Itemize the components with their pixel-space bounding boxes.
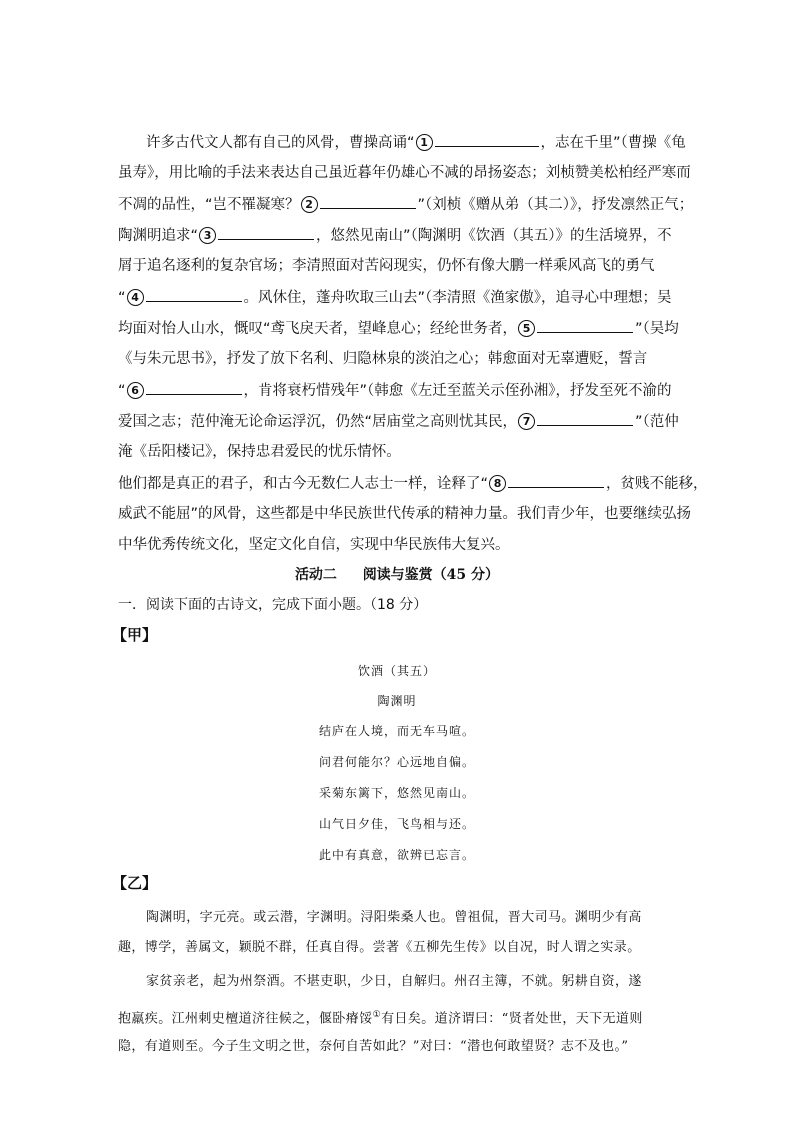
text-segment: 陶渊明追求“ (118, 228, 199, 244)
text-segment: ，贫贱不能移， (606, 476, 708, 492)
poem-line: 采菊东篱下，悠然见南山。 (318, 786, 475, 800)
answer-blank-3[interactable] (218, 225, 314, 240)
blank-number-5: 5 (518, 320, 535, 337)
text-segment: 不凋的品性，“岂不罹凝寒？ (118, 197, 300, 213)
poem-line: 结庐在人境，而无车马喧。 (318, 724, 475, 738)
poem-title: 饮酒（其五） (357, 664, 436, 678)
poem-line: 此中有真意，欲辨已忘言。 (318, 848, 475, 862)
para2-line1 (118, 473, 708, 494)
answer-blank-4[interactable] (146, 287, 242, 302)
blank-number-7: 7 (518, 413, 535, 430)
text-segment: 有日矣。道济谓曰：“贤者处世，天下无道则 (381, 1011, 643, 1027)
para1-line4 (118, 225, 672, 246)
classical-line5: 隐，有道则至。今子生文明之世，奈何自苦如此？”对曰：“潜也何敢望贤？志不及也。” (118, 1039, 629, 1054)
classical-line3: 家贫亲老，起为州祭酒。不堪吏职，少日，自解归。州召主簿，不就。躬耕自资，遂 (146, 974, 642, 989)
para1-line6 (118, 287, 672, 308)
blank-number-1: 1 (416, 134, 433, 151)
para1-line2: 虽寿》，用比喻的手法来表达自己虽近暮年仍雄心不减的昂扬姿态；刘桢赞美松柏经严寒而 (118, 165, 691, 181)
text-segment: 他们都是真正的君子，和古今无数仁人志士一样，诠释了“ (118, 476, 489, 492)
poem-line: 问君何能尔？心远地自偏。 (318, 755, 475, 769)
answer-blank-5[interactable] (537, 318, 633, 333)
answer-blank-1[interactable] (435, 132, 539, 147)
para1-line9 (118, 380, 672, 401)
para1-line10 (118, 411, 679, 432)
text-segment: “ (118, 383, 126, 399)
text-segment: ，悠然见南山”（陶渊明《饮酒（其五）》的生活境界，不 (316, 228, 672, 244)
para1-line8: 《与朱元思书》，抒发了放下名利、归隐林泉的淡泊之心；韩愈面对无辜遭贬，誓言 (118, 351, 648, 367)
section-label-yi: 【乙】 (112, 874, 158, 892)
activity-heading (0, 565, 794, 585)
poem-author: 陶渊明 (377, 694, 417, 708)
para2-line2: 威武不能屈”的风骨，这些都是中华民族世代传承的精神力量。我们青少年，也要继续弘扬 (118, 506, 692, 522)
text-segment: ”（刘桢《赠从弟（其二）》，抒发凛然正气； (417, 197, 694, 213)
section-label-jia: 【甲】 (112, 626, 158, 644)
text-segment: 均面对怡人山水，慨叹“鸢飞戾天者，望峰息心；经纶世务者， (118, 321, 518, 337)
text-segment: ，志在千里”（曹操《龟 (540, 135, 686, 151)
text-segment: 抱羸疾。江州刺史檀道济往候之，偃卧瘠馁 (118, 1011, 373, 1027)
classical-line2: 趣，博学，善属文，颖脱不群，任真自得。尝著《五柳先生传》以自况，时人谓之实录。 (118, 940, 641, 955)
para1-line11: 淹《岳阳楼记》，保持忠君爱民的忧乐情怀。 (118, 444, 401, 460)
para2-line3: 中华优秀传统文化，坚定文化自信，实现中华民族伟大复兴。 (118, 537, 510, 553)
blank-number-4: 4 (127, 289, 144, 306)
text-segment: 许多古代文人都有自己的风骨，曹操高诵“ (146, 135, 415, 151)
blank-number-2: 2 (301, 196, 318, 213)
blank-number-8: 8 (489, 475, 506, 492)
text-segment: “ (118, 290, 126, 306)
activity-title: 活动二 (294, 567, 337, 583)
footnote-marker[interactable]: ① (372, 1010, 382, 1020)
text-segment: 。风休住，蓬舟吹取三山去”（李清照《渔家傲》，追寻心中理想；吴 (243, 290, 672, 306)
text-segment: 爱国之志；范仲淹无论命运浮沉，仍然“居庙堂之高则忧其民， (118, 414, 518, 430)
blank-number-6: 6 (127, 382, 144, 399)
answer-blank-6[interactable] (146, 380, 242, 395)
question-instruction: 一．阅读下面的古诗文，完成下面小题。（18 分） (118, 597, 428, 613)
classical-line1: 陶渊明，字元亮。或云潜，字渊明。浔阳柴桑人也。曾祖侃，晋大司马。渊明少有高 (146, 910, 642, 925)
answer-blank-2[interactable] (320, 194, 416, 209)
text-segment: ，肯将衰朽惜残年”（韩愈《左迁至蓝关示侄孙湘》，抒发至死不渝的 (243, 383, 672, 399)
para1-line3 (118, 194, 693, 215)
para1-line5: 屑于追名逐利的复杂官场；李清照面对苦闷现实，仍怀有像大鹏一样乘风高飞的勇气 (118, 258, 655, 274)
para1-line1 (146, 132, 686, 153)
activity-subtitle: 阅读与鉴赏（45 分） (362, 567, 500, 583)
classical-line4 (118, 1005, 643, 1029)
answer-blank-7[interactable] (537, 411, 633, 426)
poem-line: 山气日夕佳，飞鸟相与还。 (318, 817, 475, 831)
blank-number-3: 3 (199, 227, 216, 244)
text-segment: ”（吴均 (635, 321, 679, 337)
para1-line7 (118, 318, 679, 339)
text-segment: ”（范仲 (635, 414, 679, 430)
answer-blank-8[interactable] (508, 473, 604, 488)
